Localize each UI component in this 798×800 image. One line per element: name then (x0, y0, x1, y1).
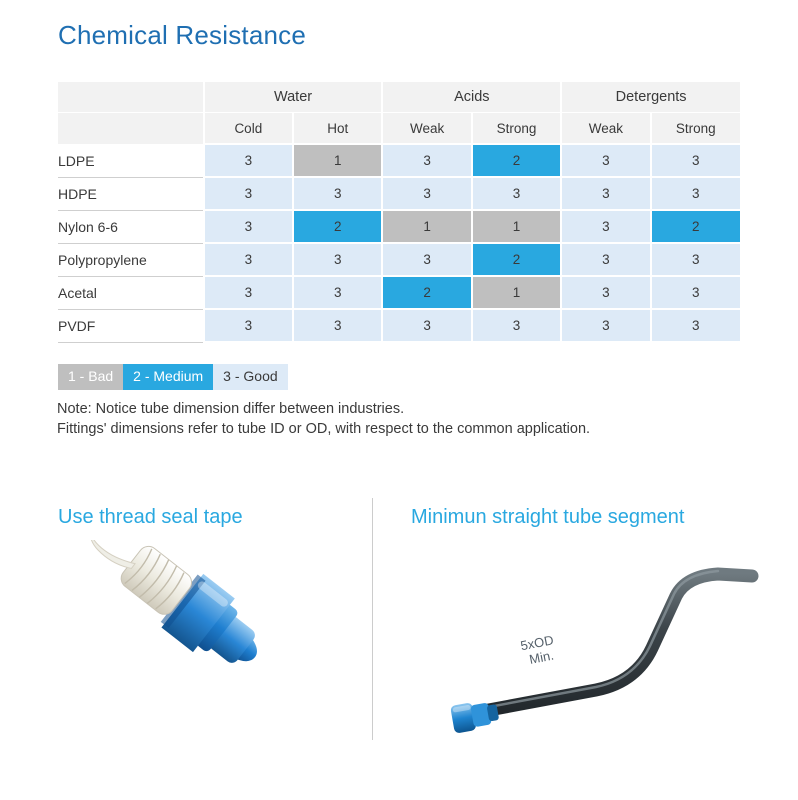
legend-item-medium: 2 - Medium (123, 364, 213, 390)
chemical-resistance-table-wrapper (58, 82, 740, 343)
cell-ldpe-acids-weak: 3 (382, 144, 471, 177)
cell-pvdf-water-cold: 3 (204, 309, 293, 342)
cell-acetal-acids-strong: 1 (472, 276, 561, 309)
sub-header-acids-strong: Strong (472, 113, 561, 145)
cell-nylon-acids-weak: 1 (382, 210, 471, 243)
row-label-hdpe: HDPE (58, 177, 204, 210)
cell-pvdf-detergents-weak: 3 (561, 309, 650, 342)
row-label-pvdf: PVDF (58, 309, 204, 342)
cell-nylon-detergents-weak: 3 (561, 210, 650, 243)
cell-pp-detergents-strong: 3 (651, 243, 740, 276)
group-header-detergents: Detergents (561, 82, 740, 113)
table-row (58, 276, 740, 309)
bent-tube-with-fitting-photo (400, 540, 780, 740)
cell-hdpe-acids-weak: 3 (382, 177, 471, 210)
legend-item-bad: 1 - Bad (58, 364, 123, 390)
legend (58, 364, 288, 390)
barbed-fitting-with-thread-seal-tape-photo (60, 540, 360, 740)
table-row (58, 309, 740, 342)
cell-hdpe-water-hot: 3 (293, 177, 382, 210)
cell-acetal-detergents-weak: 3 (561, 276, 650, 309)
row-label-nylon-6-6: Nylon 6-6 (58, 210, 204, 243)
cell-acetal-water-hot: 3 (293, 276, 382, 309)
cell-hdpe-detergents-strong: 3 (651, 177, 740, 210)
table-group-header-row (58, 82, 740, 113)
right-panel-title: Minimun straight tube segment (411, 506, 685, 528)
cell-pp-acids-weak: 3 (382, 243, 471, 276)
chemical-resistance-table (58, 82, 740, 343)
cell-ldpe-acids-strong: 2 (472, 144, 561, 177)
annotation-5xod-min (519, 632, 557, 668)
annotation-line-2: Min. (528, 647, 555, 667)
cell-hdpe-acids-strong: 3 (472, 177, 561, 210)
annotation-line-1: 5xOD (519, 632, 555, 654)
table-corner-cell-2 (58, 113, 204, 145)
cell-pp-detergents-weak: 3 (561, 243, 650, 276)
group-header-acids: Acids (382, 82, 561, 113)
cell-nylon-water-cold: 3 (204, 210, 293, 243)
panel-divider (372, 498, 373, 740)
table-row (58, 144, 740, 177)
row-label-acetal: Acetal (58, 276, 204, 309)
notes (57, 399, 787, 439)
table-sub-header-row (58, 113, 740, 145)
cell-ldpe-water-cold: 3 (204, 144, 293, 177)
table-row (58, 177, 740, 210)
cell-nylon-acids-strong: 1 (472, 210, 561, 243)
group-header-water: Water (204, 82, 383, 113)
row-label-polypropylene: Polypropylene (58, 243, 204, 276)
cell-pp-water-cold: 3 (204, 243, 293, 276)
table-row (58, 210, 740, 243)
note-line-1: Note: Notice tube dimension differ between industries. (57, 401, 405, 417)
legend-item-good: 3 - Good (213, 364, 287, 390)
cell-acetal-water-cold: 3 (204, 276, 293, 309)
sub-header-acids-weak: Weak (382, 113, 471, 145)
cell-ldpe-water-hot: 1 (293, 144, 382, 177)
sub-header-water-hot: Hot (293, 113, 382, 145)
cell-ldpe-detergents-strong: 3 (651, 144, 740, 177)
table-corner-cell (58, 82, 204, 113)
left-panel-title: Use thread seal tape (58, 506, 243, 528)
table-row (58, 243, 740, 276)
cell-pvdf-water-hot: 3 (293, 309, 382, 342)
sub-header-detergents-weak: Weak (561, 113, 650, 145)
sub-header-water-cold: Cold (204, 113, 293, 145)
page-title: Chemical Resistance (58, 20, 307, 50)
cell-ldpe-detergents-weak: 3 (561, 144, 650, 177)
cell-pvdf-acids-weak: 3 (382, 309, 471, 342)
cell-nylon-water-hot: 2 (293, 210, 382, 243)
cell-hdpe-detergents-weak: 3 (561, 177, 650, 210)
note-line-2: Fittings' dimensions refer to tube ID or OD, with respect to the common application. (57, 421, 591, 437)
sub-header-detergents-strong: Strong (651, 113, 740, 145)
cell-pp-acids-strong: 2 (472, 243, 561, 276)
cell-acetal-acids-weak: 2 (382, 276, 471, 309)
cell-acetal-detergents-strong: 3 (651, 276, 740, 309)
cell-nylon-detergents-strong: 2 (651, 210, 740, 243)
row-label-ldpe: LDPE (58, 144, 204, 177)
cell-hdpe-water-cold: 3 (204, 177, 293, 210)
cell-pvdf-detergents-strong: 3 (651, 309, 740, 342)
cell-pvdf-acids-strong: 3 (472, 309, 561, 342)
cell-pp-water-hot: 3 (293, 243, 382, 276)
